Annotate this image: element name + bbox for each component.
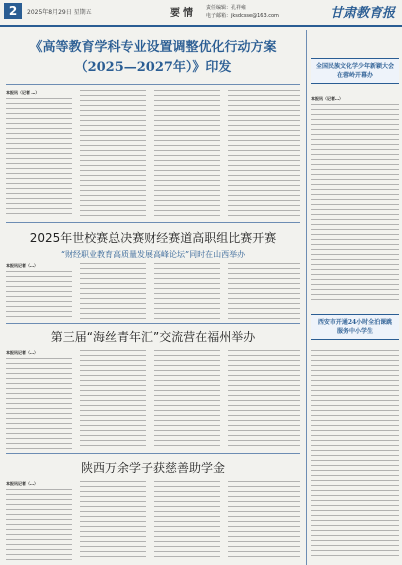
issue-date: 2025年8月29日 星期五 [27, 9, 92, 16]
sidebar-article-2-text [311, 350, 399, 560]
page-header [0, 0, 402, 27]
article3-column-4-text [228, 350, 300, 450]
article1-lead: 本报讯（记者 …） [6, 90, 40, 95]
sidebar-box-1-title [311, 59, 399, 83]
article4-lead: 本报讯记者（…） [6, 481, 38, 486]
article1-headline [6, 38, 300, 78]
article2-bottom-rule [6, 323, 300, 324]
sidebar-article-1-lead: 本报讯（记者…） [311, 96, 343, 101]
article1-column-3-text [154, 90, 220, 218]
article1-column-2-text [80, 90, 146, 218]
sidebar-article-1-text [311, 104, 399, 304]
article3-column-2-text [80, 350, 146, 450]
sidebar-box-2-title-line1: 西安市开通24小时全泊课跳 [317, 319, 393, 326]
article2-column-1-text [6, 271, 72, 321]
article1-headline-line2: （2025—2027年）》印发 [74, 60, 232, 75]
article4-column-1-text [6, 489, 72, 561]
article3-bottom-rule [6, 453, 300, 454]
article3-lead: 本报讯记者（…） [6, 350, 38, 355]
article2-column-3-text [154, 263, 220, 321]
article1-column-1-text [6, 98, 72, 218]
sidebar-box-2-title [311, 315, 399, 339]
editor-info [206, 4, 279, 20]
article1-rule [6, 84, 300, 85]
sidebar-column [306, 30, 402, 565]
sidebar-box-1-title-line2: 在蓉岭开幕办 [336, 72, 373, 79]
sidebar-box-2 [311, 314, 399, 340]
article4-column-3-text [154, 481, 220, 561]
article2-column-2-text [80, 263, 146, 321]
sidebar-box-2-title-line2: 服务中小学生 [336, 328, 373, 335]
article2-lead: 本报讯记者（…） [6, 263, 38, 268]
editor-email: 电子邮箱：jksdcsse@163.com [206, 13, 279, 19]
masthead-logo: 甘肃教育报 [330, 6, 396, 21]
article1-headline-line1: 《高等教育学科专业设置调整优化行动方案 [29, 40, 277, 55]
article3-column-1-text [6, 358, 72, 450]
article3-column-3-text [154, 350, 220, 450]
editor-name: 责任编辑：孔祥雍 [206, 5, 247, 11]
article3-headline: 第三届“海丝青年汇”交流营在福州举办 [50, 330, 256, 344]
article2-subheadline: “财经职业教育高质量发展高峰论坛”同时在山西举办 [60, 250, 246, 259]
article2-headline: 2025年世校赛总决赛财经赛道高职组比赛开赛 [29, 231, 277, 245]
article4-column-2-text [80, 481, 146, 561]
article2-column-4-text [228, 263, 300, 321]
sidebar-box-1-title-line1: 全国民族文化学少年新颖大会 [315, 63, 394, 70]
article1-column-4-text [228, 90, 300, 218]
section-name: 要情 [170, 8, 196, 19]
article4-headline: 陕西万余学子获慈善助学金 [80, 461, 225, 475]
article4-column-4-text [228, 481, 300, 561]
page-number: 2 [4, 3, 22, 19]
sidebar-box-1 [311, 58, 399, 84]
article1-bottom-rule [6, 222, 300, 223]
